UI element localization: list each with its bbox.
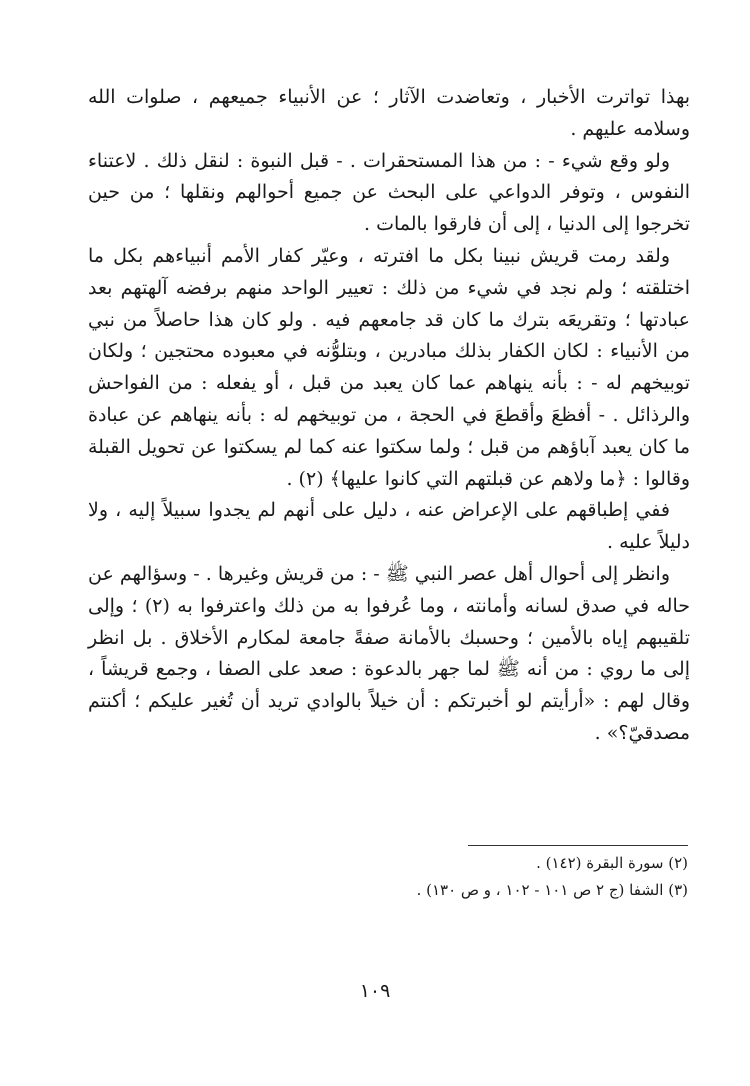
footnote-2: (٣) الشفا (ج ٢ ص ١٠١ - ١٠٢ ، و ص ١٣٠) . <box>416 881 688 899</box>
main-text-block <box>88 82 690 750</box>
footnote-1: (٢) سورة البقرة (١٤٢) . <box>536 854 688 872</box>
paragraph-2: ولو وقع شيء - : من هذا المستحقرات . - قبل النبوة : لنقل ذلك . لاعتناء النفوس ، وتوفر الدواعي على البحث عن جميع أحوالهم ونقلها ؛ من حين تخرجوا إلى الدنيا ، إلى أن فارقوا بالمات . <box>88 149 690 236</box>
paragraph-5: وانظر إلى أحوال أهل عصر النبي ﷺ - : من قريش وغيرها . - وسؤالهم عن حاله في صدق لسانه وأمانته ، وما عُرفوا به من ذلك واعترفوا به (٢) ؛ وإلى تلقيبهم إياه بالأمين ؛ وحسبك بالأمانة صفةً جامعة لمكارم الأخلاق . بل انظر إلى ما روي : من أنه ﷺ لما جهر بالدعوة : صعد على الصفا ، وجمع قريشاً ، وقال لهم : «أرأيتم لو أخبرتكم : أن خيلاً بالوادي تريد أن تُغير عليكم ؛ أكنتم مصدقيّ؟» . <box>88 562 690 744</box>
paragraph-3: ولقد رمت قريش نبينا بكل ما افترته ، وعيّر كفار الأمم أنبياءهم بكل ما اختلقته ؛ ولم نجد في شيء من ذلك : تعيير الواحد منهم برفضه آلهتهم بعد عبادتها ؛ وتقريعَه بترك ما كان قد جامعهم فيه . ولو كان هذا حاصلاً من نبي من الأنبياء : لكان الكفار بذلك مبادرين ، وبتلوُّنه في معبوده محتجين ؛ ولكان توبيخهم له - : بأنه ينهاهم عما كان يعبد من قبل ، أو يفعله : من الفواحش والرذائل . - أفظعَ وأقطعَ في الحجة ، من توبيخهم له : بأنه ينهاهم عن عبادة ما كان يعبد آباؤهم من قبل ؛ ولما سكتوا عنه كما لم يسكتوا عن تحويل القبلة وقالوا : ﴿ما ولاهم عن قبلتهم التي كانوا عليها﴾ (٢) . <box>88 244 690 490</box>
footnotes <box>300 850 688 904</box>
footnote-divider <box>468 845 688 846</box>
paragraph-4: ففي إطباقهم على الإعراض عنه ، دليل على أنهم لم يجدوا سبيلاً إليه ، ولا دليلاً عليه . <box>88 499 690 554</box>
page-number: ١٠٩ <box>359 980 391 1002</box>
paragraph-1: بهذا تواترت الأخبار ، وتعاضدت الآثار ؛ عن الأنبياء جميعهم ، صلوات الله وسلامه عليهم . <box>88 86 690 140</box>
